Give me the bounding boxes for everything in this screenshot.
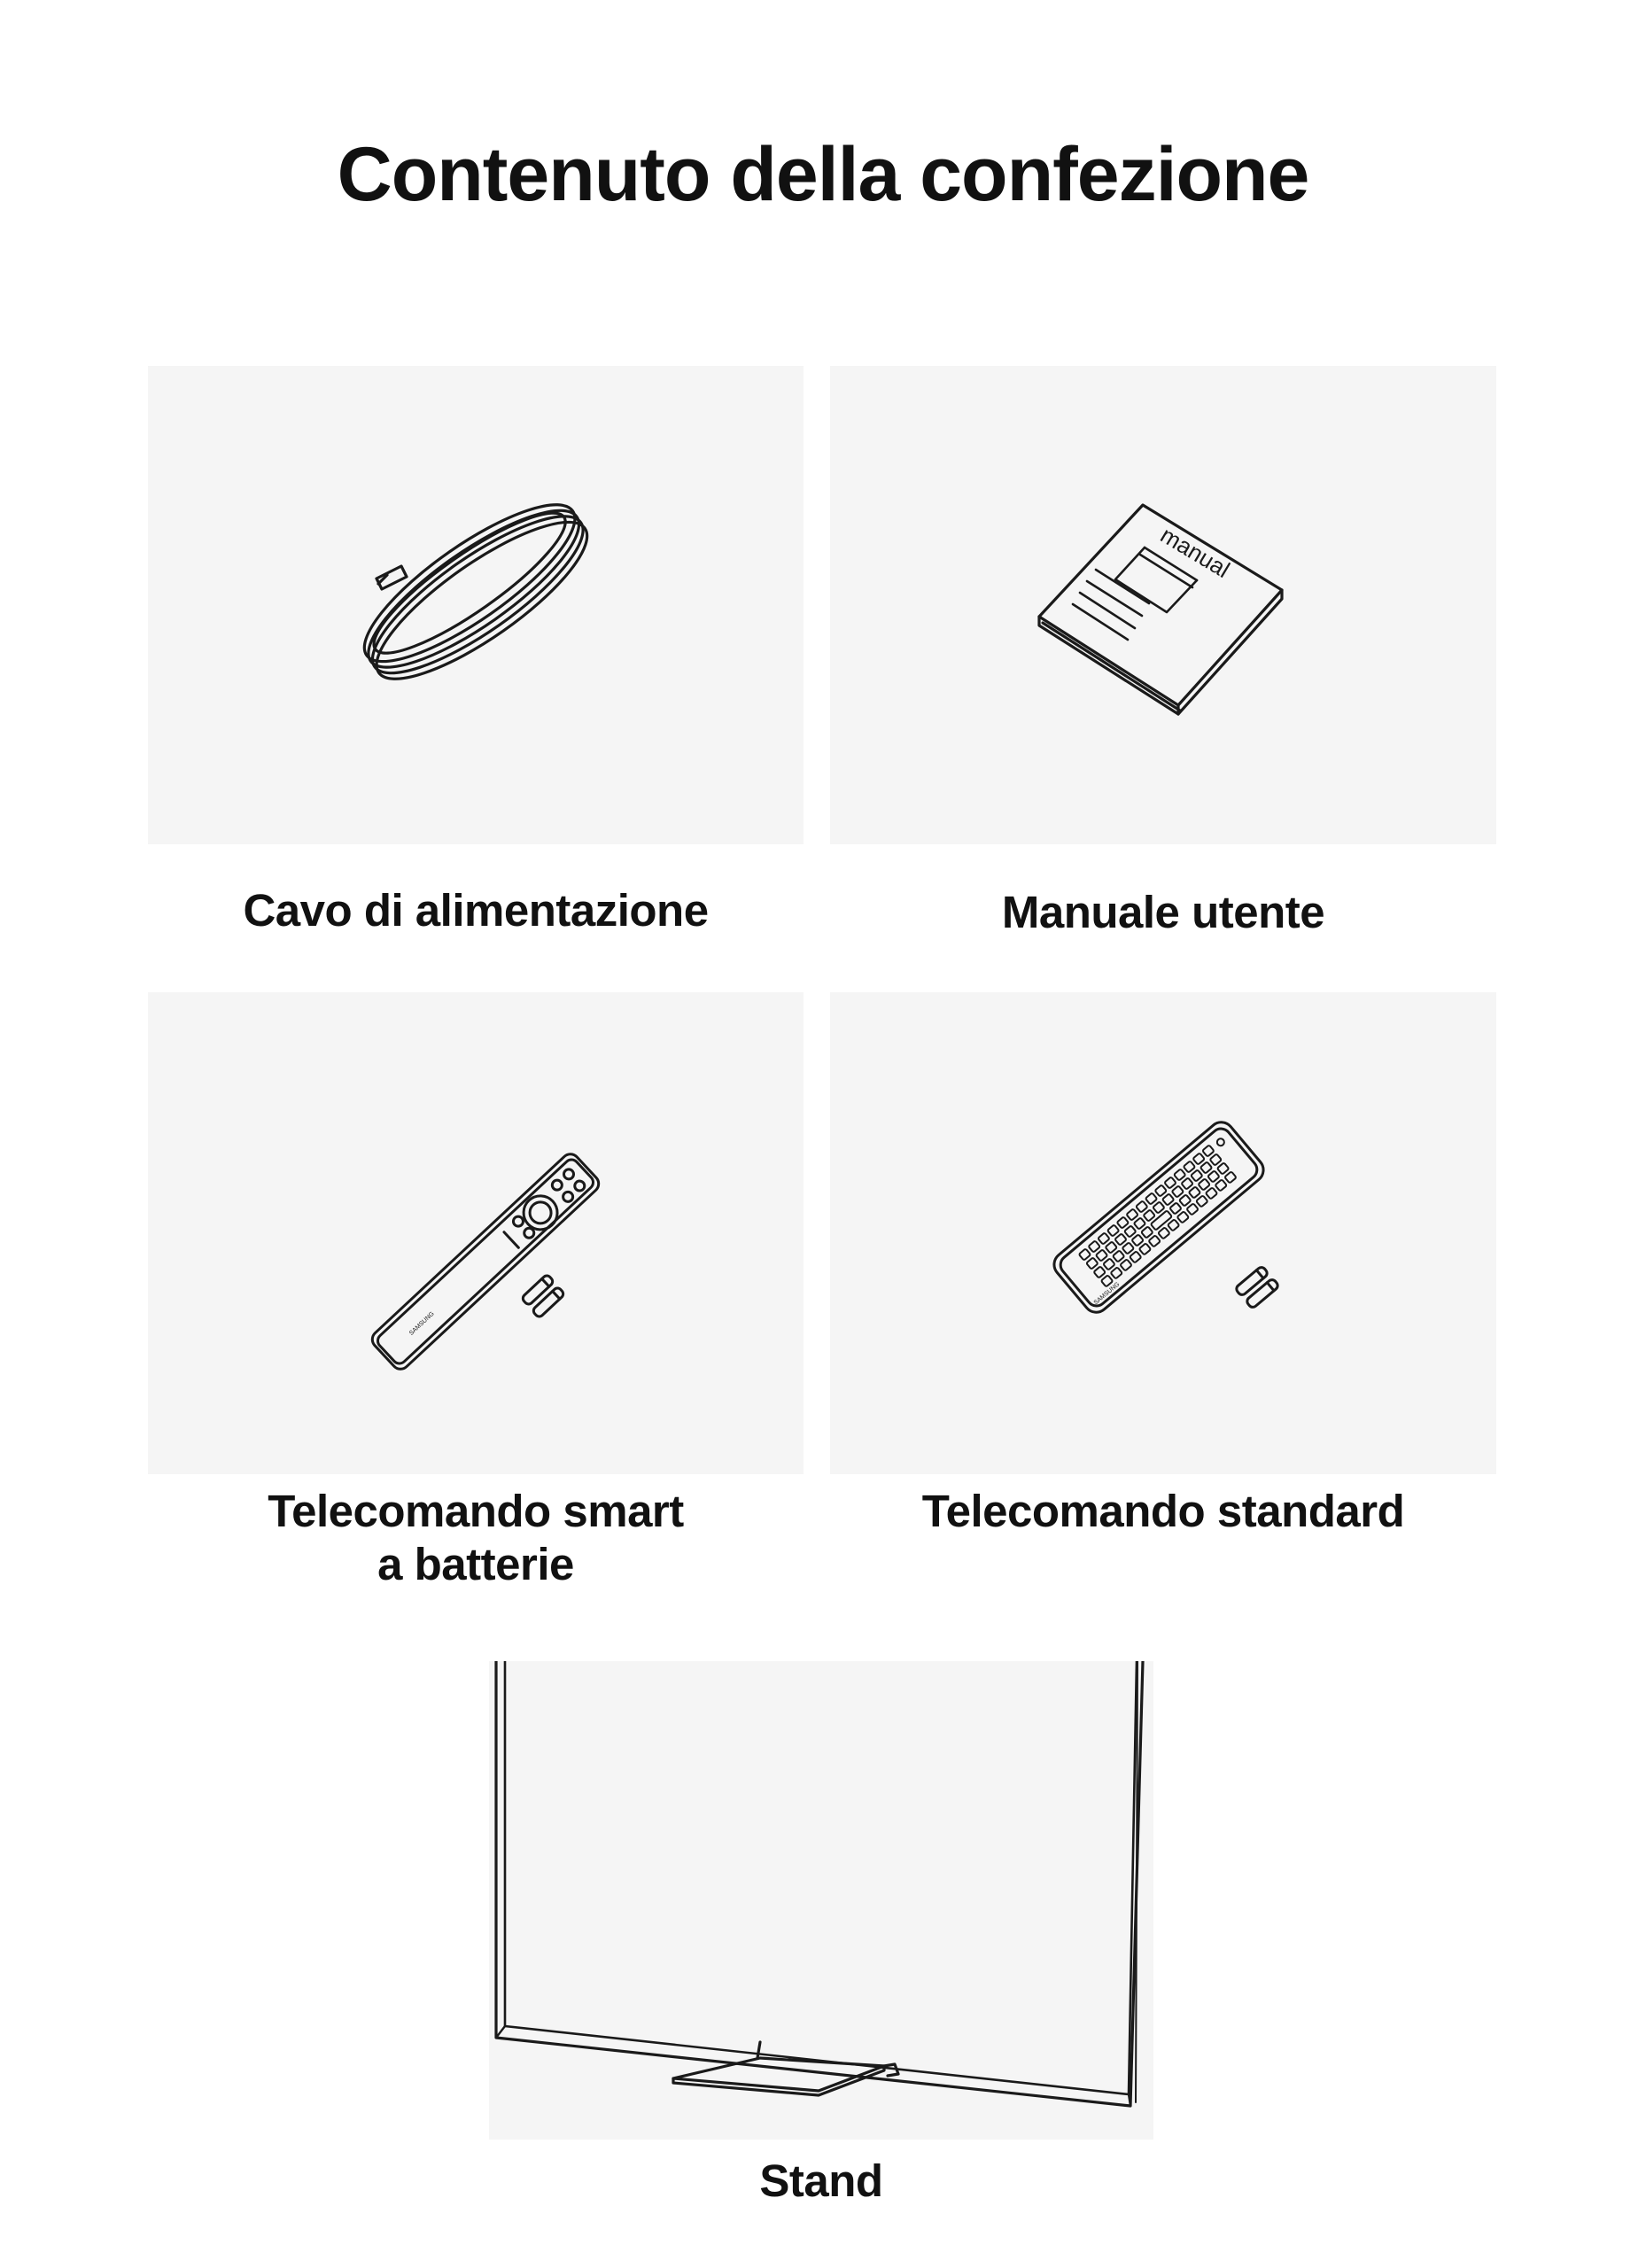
smart-remote-caption	[148, 1485, 804, 1591]
power-cable-panel	[148, 366, 804, 844]
manual-cover-text: manual	[1155, 521, 1235, 584]
standard-remote-icon	[830, 992, 1496, 1474]
caption-line: Stand	[759, 2155, 883, 2206]
caption-line: Cavo di alimentazione	[243, 885, 709, 936]
stand-caption	[489, 2155, 1153, 2208]
power-cable-icon	[148, 366, 804, 844]
user-manual-caption	[830, 886, 1496, 939]
tv-stand-icon	[489, 1661, 1153, 2140]
caption-line: a batterie	[377, 1539, 574, 1589]
standard-remote-panel	[830, 992, 1496, 1474]
manual-icon	[830, 366, 1496, 844]
user-manual-panel	[830, 366, 1496, 844]
caption-line: Manuale utente	[1001, 887, 1325, 937]
remote-brand-text: SAMSUNG	[408, 1310, 436, 1337]
smart-remote-icon	[148, 992, 804, 1474]
caption-line: Telecomando smart	[268, 1486, 684, 1536]
standard-remote-caption	[830, 1485, 1496, 1538]
page-title: Contenuto della confezione	[337, 132, 1309, 217]
power-cable-caption	[148, 884, 804, 937]
smart-remote-panel	[148, 992, 804, 1474]
stand-panel	[489, 1661, 1153, 2140]
remote-brand-text: SAMSUNG	[1092, 1281, 1122, 1307]
caption-line: Telecomando standard	[921, 1486, 1405, 1536]
